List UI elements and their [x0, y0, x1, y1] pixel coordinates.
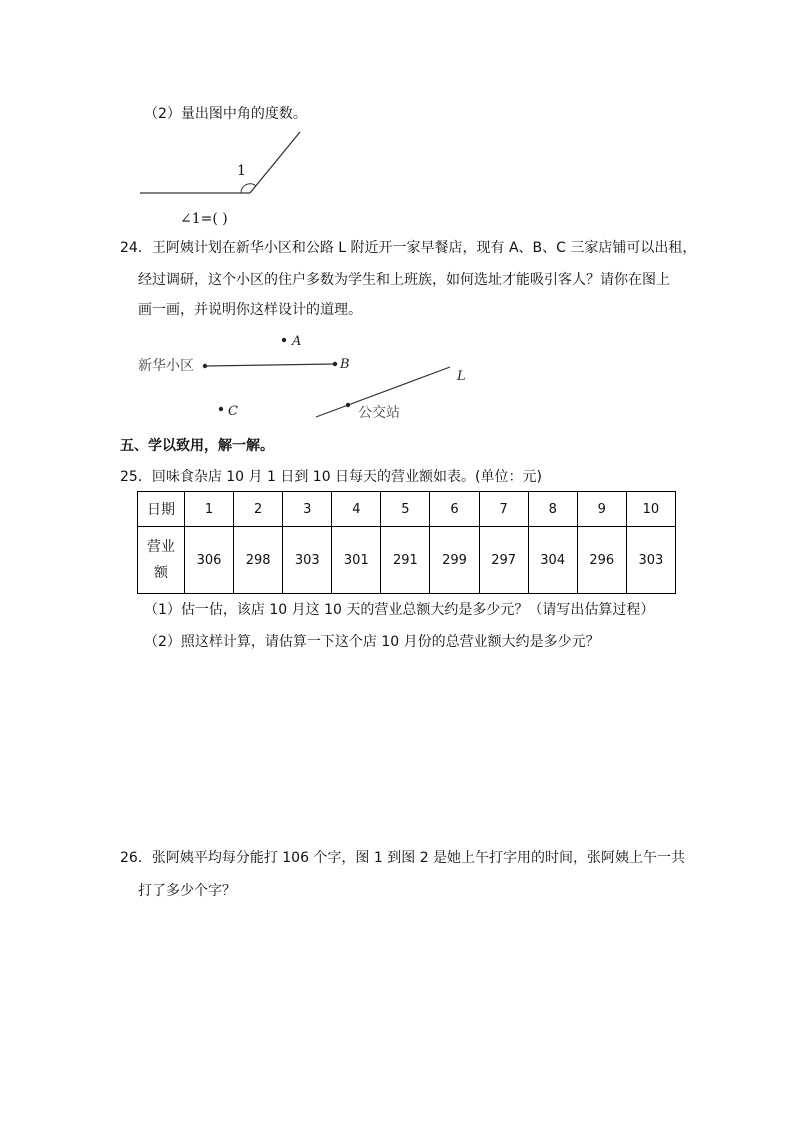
q25-stem: 25．回味食杂店 10 月 1 日到 10 日每天的营业额如表。(单位：元) — [120, 469, 542, 485]
section5-title: 五、学以致用，解一解。 — [120, 438, 274, 454]
bus-stop-dot — [346, 403, 350, 407]
date-cell: 6 — [430, 492, 479, 527]
sales-header-top: 营业 — [147, 539, 175, 555]
date-cell: 8 — [528, 492, 577, 527]
sales-cell: 301 — [332, 527, 381, 594]
sales-cell: 303 — [626, 527, 675, 594]
q24-line1: 24．王阿姨计划在新华小区和公路 L 附近开一家早餐店，现有 A、B、C 三家店铺可以出租， — [120, 240, 697, 256]
point-c-dot — [219, 407, 223, 411]
sales-cell: 303 — [283, 527, 332, 594]
date-cell: 3 — [283, 492, 332, 527]
point-b-dot — [333, 362, 337, 366]
sales-cell: 296 — [577, 527, 626, 594]
sales-cell: 304 — [528, 527, 577, 594]
sales-cell: 299 — [430, 527, 479, 594]
location-map — [130, 325, 480, 425]
date-cell: 4 — [332, 492, 381, 527]
date-cell: 7 — [479, 492, 528, 527]
q25-part1: （1）估一估，该店 10 月这 10 天的营业总额大约是多少元？（请写出估算过程） — [144, 602, 655, 618]
sales-table — [137, 491, 676, 594]
sales-cell: 291 — [381, 527, 430, 594]
date-cell: 5 — [381, 492, 430, 527]
point-a-dot — [282, 338, 286, 342]
bus-stop-label: 公交站 — [358, 405, 400, 421]
date-cell: 9 — [577, 492, 626, 527]
community-label: 新华小区 — [138, 358, 194, 374]
angle-label: 1 — [237, 163, 246, 179]
table-row-sales — [138, 527, 676, 594]
point-a-label: A — [292, 334, 302, 349]
sales-cell: 297 — [479, 527, 528, 594]
q25-part2: （2）照这样计算，请估算一下这个店 10 月份的总营业额大约是多少元？ — [144, 634, 600, 650]
angle-slant-ray — [250, 132, 300, 193]
angle-answer-blank: ∠1=( ) — [180, 211, 228, 227]
sales-cell: 306 — [185, 527, 234, 594]
q26-line2: 打了多少个字？ — [138, 883, 236, 899]
q24-line3: 画一画，并说明你这样设计的道理。 — [138, 302, 362, 318]
point-c-label: C — [228, 404, 238, 419]
date-cell: 10 — [626, 492, 675, 527]
q24-line2: 经过调研，这个小区的住户多数为学生和上班族，如何选址才能吸引客人？请你在图上 — [138, 272, 670, 288]
sales-header-bottom: 额 — [154, 565, 168, 581]
table-row-dates — [138, 492, 676, 527]
table-header-date: 日期 — [138, 492, 185, 527]
sales-cell: 298 — [234, 527, 283, 594]
q23-part2-text: （2）量出图中角的度数。 — [144, 106, 307, 122]
table-header-sales — [138, 527, 185, 594]
road-l-label: L — [457, 369, 466, 384]
community-to-b-line — [205, 364, 335, 366]
point-b-label: B — [340, 357, 350, 372]
q26-line1: 26．张阿姨平均每分能打 106 个字，图 1 到图 2 是她上午打字用的时间，张阿姨上午一共 — [120, 850, 686, 866]
date-cell: 1 — [185, 492, 234, 527]
date-cell: 2 — [234, 492, 283, 527]
